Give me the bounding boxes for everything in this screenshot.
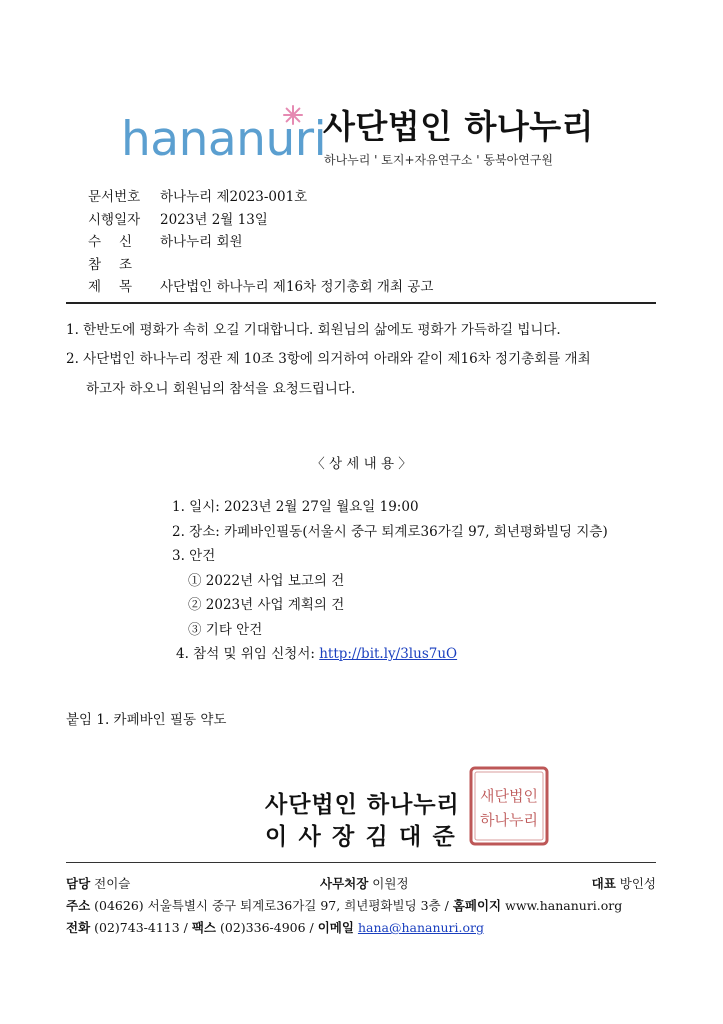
asterisk-flower-icon — [282, 104, 304, 126]
signature-char: 이 — [265, 824, 288, 850]
rep-label: 대표 — [591, 876, 616, 891]
footer-staff-row — [66, 874, 656, 892]
detail-datetime: 1. 일시: 2023년 2월 27일 월요일 19:00 — [172, 499, 419, 515]
meta-value: 사단법인 하나누리 제16차 정기총회 개최 공고 — [160, 279, 434, 295]
meta-label: 시행일자 — [88, 211, 141, 228]
meta-value: 하나누리 회원 — [160, 234, 243, 250]
meta-label-char: 목 — [118, 279, 132, 295]
meta-label-char: 조 — [118, 256, 132, 273]
phone-text: (02)743-4113 / — [94, 920, 192, 935]
meta-reference — [88, 254, 433, 277]
meta-label — [88, 276, 132, 299]
signature-char: 장 — [332, 824, 355, 850]
meta-subject — [88, 276, 433, 299]
divider — [66, 302, 656, 304]
detail-location: 2. 장소: 카페바인필동(서울시 중구 퇴계로36가길 97, 희년평화빌딩 지층) — [172, 523, 608, 540]
attachment-note: 붙임 1. 카페바인 필동 약도 — [66, 712, 227, 728]
meta-date — [88, 209, 433, 232]
address-text: (04626) 서울특별시 중구 퇴계로36가길 97, 희년평화빌딩 3층 / — [94, 898, 453, 913]
detail-application — [172, 642, 608, 667]
detail-agenda: 3. 안건 — [172, 548, 216, 564]
signature-char: 준 — [432, 824, 455, 850]
meta-label — [88, 254, 132, 277]
meta-value: 하나누리 제2023-001호 — [160, 189, 308, 205]
org-title: 사단법인 하나누리 — [323, 107, 595, 146]
meta-label: 문서번호 — [88, 189, 141, 205]
signature-char: 김 — [365, 824, 388, 850]
fax-label: 팩스 — [191, 920, 217, 935]
agenda-item: ① 2022년 사업 보고의 건 — [188, 572, 345, 589]
footer-contact-row — [66, 918, 484, 936]
seal-text-top: 새단법인 — [480, 787, 538, 805]
fax-text: (02)336-4906 / — [220, 920, 318, 935]
staff-name: 전이슬 — [94, 876, 131, 891]
homepage-text: www.hananuri.org — [505, 898, 623, 913]
meta-doc-number — [88, 186, 433, 209]
meta-recipient — [88, 231, 433, 254]
details-heading: 〈 상 세 내 용 〉 — [311, 456, 412, 472]
logo-wordmark: hananuri — [121, 112, 327, 167]
meta-label-char: 신 — [118, 234, 132, 250]
application-label: 4. 참석 및 위임 신청서: — [176, 646, 320, 662]
meta-label-char: 수 — [88, 234, 102, 250]
paragraph-2-cont: 하고자 하오니 회원님의 참석을 요청드립니다. — [86, 381, 356, 397]
agenda-item: ② 2023년 사업 계획의 건 — [188, 597, 345, 613]
secretary-name: 이원정 — [372, 876, 409, 891]
meta-label-char: 제 — [88, 279, 102, 295]
signature-char: 사 — [298, 824, 321, 850]
paragraph-1: 1. 한반도에 평화가 속히 오길 기대합니다. 회원님의 삶에도 평화가 가득하길 빕니다. — [66, 322, 561, 338]
rep-name: 방인성 — [619, 876, 656, 891]
meta-value: 2023년 2월 13일 — [160, 211, 268, 228]
seal-text-bottom: 하나누리 — [480, 811, 538, 829]
secretary-label: 사무처장 — [320, 876, 369, 891]
application-link[interactable]: http://bit.ly/3lus7uO — [319, 646, 458, 662]
document-meta — [88, 186, 433, 299]
meta-label-char: 참 — [88, 256, 102, 273]
address-label: 주소 — [66, 898, 91, 913]
email-link[interactable]: hana@hananuri.org — [357, 920, 484, 935]
signature-org: 사단법인 하나누리 — [265, 792, 460, 818]
footer-divider — [66, 862, 656, 863]
org-subtitle: 하나누리 ' 토지+자유연구소 ' 동북아연구원 — [324, 153, 553, 167]
footer-address-row — [66, 896, 622, 914]
signature-char: 대 — [399, 824, 422, 850]
details-list — [172, 495, 608, 667]
email-label: 이메일 — [317, 920, 354, 935]
meta-label — [88, 231, 132, 254]
official-seal-stamp — [468, 765, 550, 847]
phone-label: 전화 — [66, 920, 91, 935]
signature-name — [265, 818, 466, 851]
agenda-item: ③ 기타 안건 — [188, 621, 263, 638]
paragraph-2: 2. 사단법인 하나누리 정관 제 10조 3항에 의거하여 아래와 같이 제16차 정기총회를 개최 — [66, 351, 591, 367]
homepage-label: 홈페이지 — [452, 898, 502, 913]
staff-label: 담당 — [66, 876, 91, 891]
